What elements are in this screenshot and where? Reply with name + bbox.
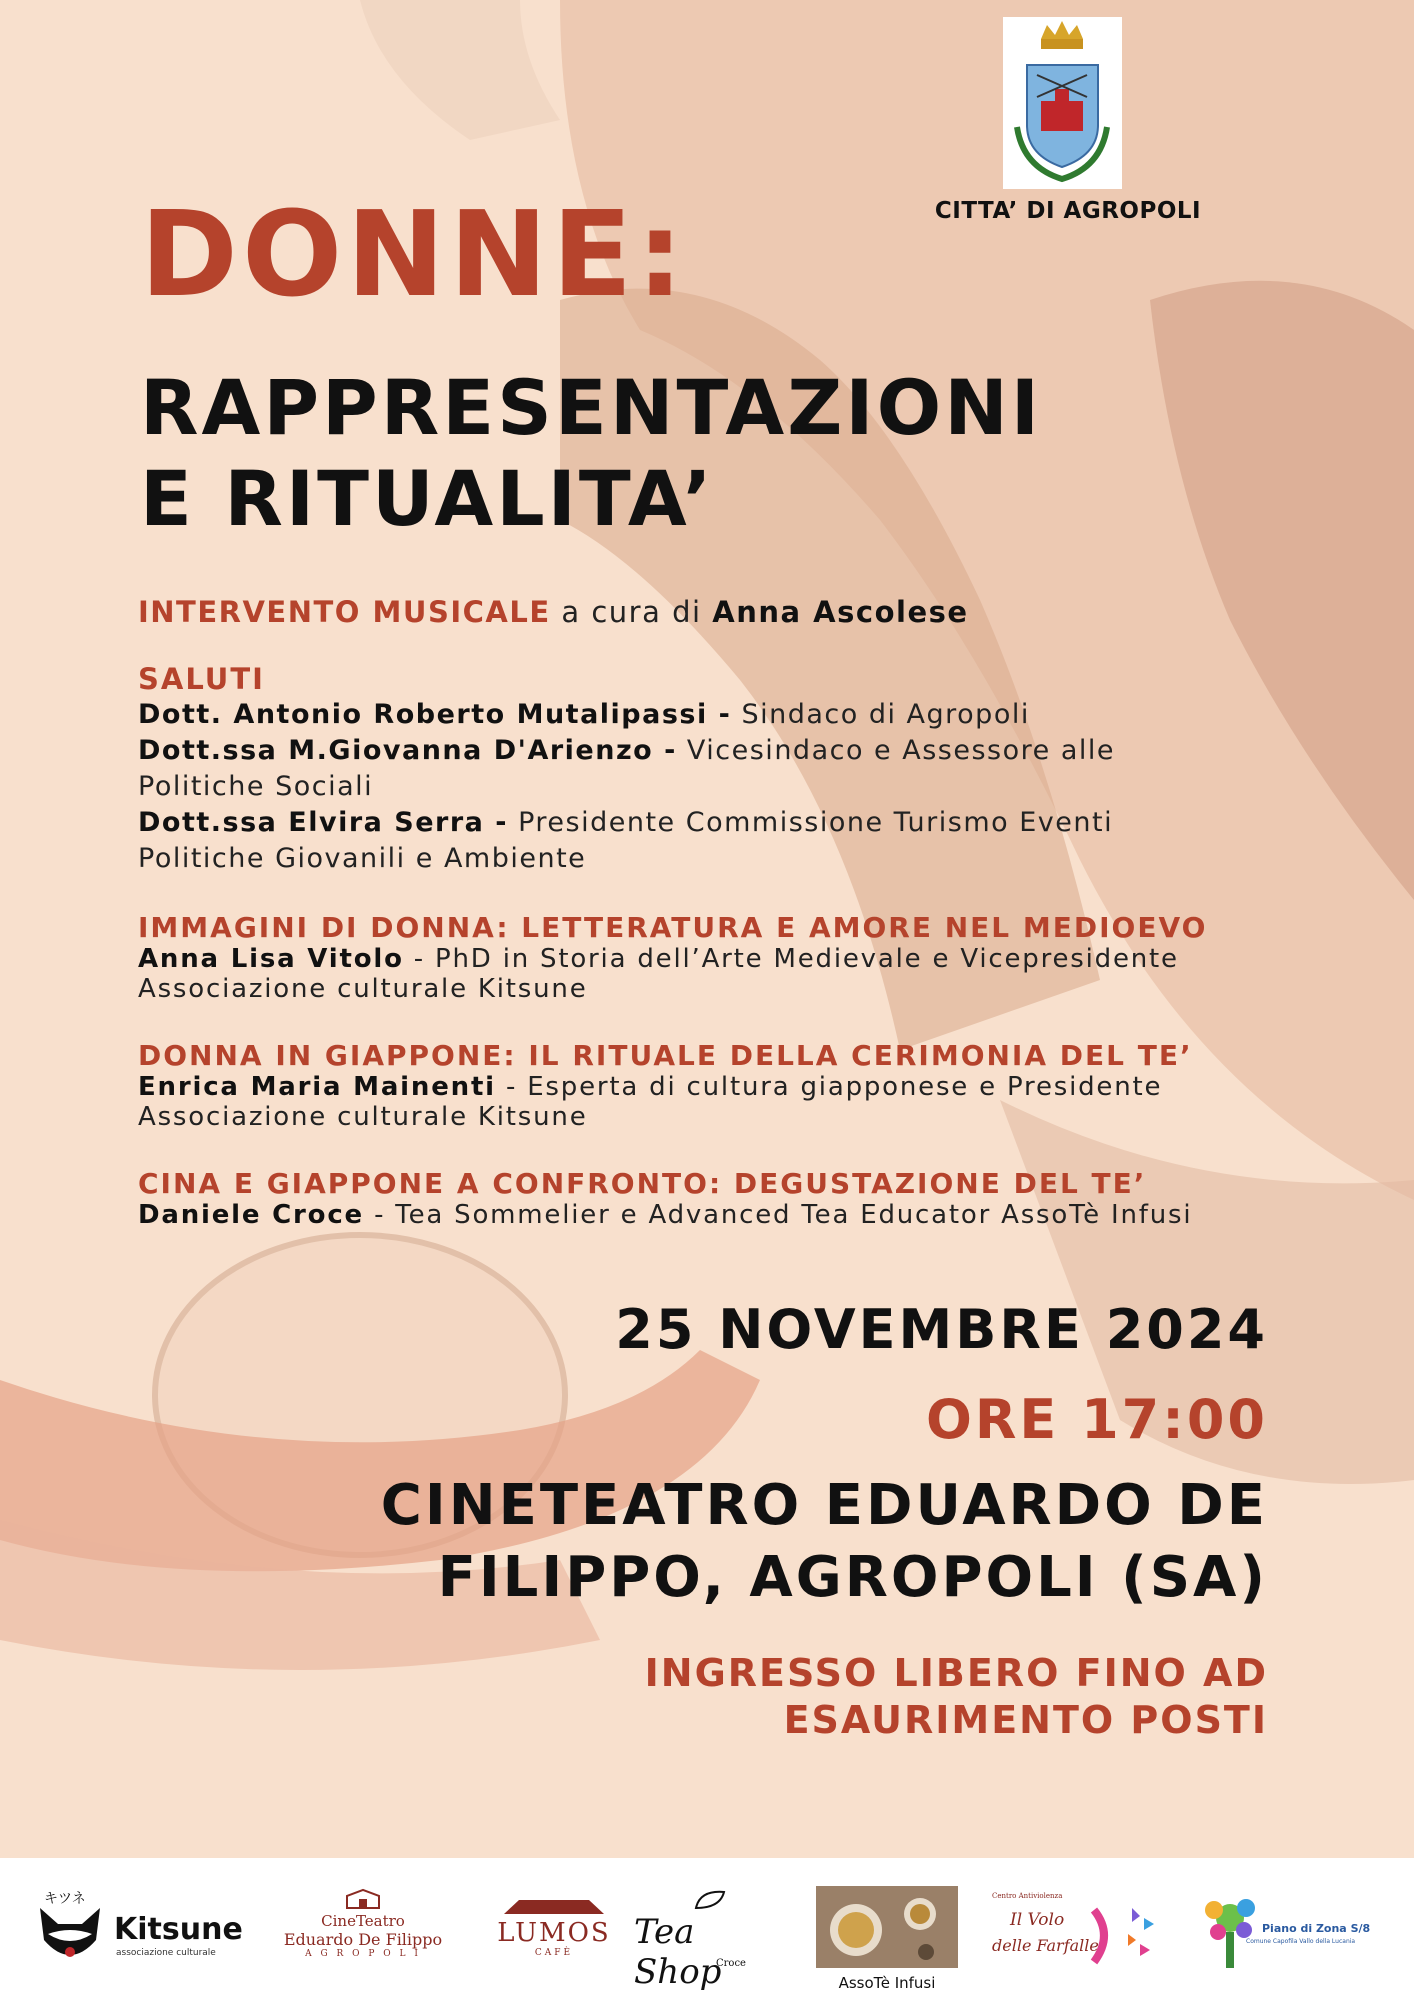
cineteatro-logo	[268, 1888, 458, 1978]
event-date: 25 NOVEMBRE 2024	[615, 1298, 1268, 1361]
talk-speaker: Anna Lisa Vitolo	[138, 944, 404, 974]
talk-role: - Tea Sommelier e Advanced Tea Educator AssoTè Infusi	[364, 1200, 1193, 1230]
assote-logo	[816, 1886, 958, 1994]
talk-speaker: Enrica Maria Mainenti	[138, 1072, 496, 1102]
page-title: DONNE:	[140, 185, 688, 323]
venue-line-2: FILIPPO, AGROPOLI (SA)	[437, 1545, 1268, 1610]
teashop-name: Tea Shop	[634, 1912, 722, 1992]
kitsune-logo	[36, 1890, 251, 1970]
talk-item	[138, 1040, 1278, 1132]
farfalle-line-1: Centro Antiviolenza	[992, 1892, 1063, 1900]
crest-icon	[1003, 17, 1122, 189]
lumos-awning-icon	[499, 1898, 609, 1916]
page-subtitle	[140, 362, 1042, 544]
greeting-name: Dott.ssa Elvira Serra -	[138, 807, 508, 838]
fox-icon	[36, 1904, 104, 1966]
lumos-name: LUMOS	[497, 1918, 611, 1948]
venue-line-1: CINETEATRO EDUARDO DE	[380, 1473, 1268, 1538]
farfalle-line-2: Il Volo	[1010, 1910, 1065, 1930]
greetings-heading: SALUTI	[138, 662, 265, 696]
talk-role: - Esperta di cultura giapponese e Presidente Associazione culturale Kitsune	[138, 1072, 1163, 1132]
farfalle-logo	[990, 1892, 1160, 1978]
greeting-item	[138, 697, 1138, 733]
piano-line-2: Comune Capofila Vallo della Lucania	[1246, 1938, 1356, 1945]
assote-label: AssoTè Infusi	[838, 1974, 936, 1992]
entry-info	[645, 1650, 1268, 1744]
subtitle-line-1: RAPPRESENTAZIONI	[140, 363, 1043, 452]
talk-speaker: Daniele Croce	[138, 1200, 364, 1230]
leaf-icon	[692, 1888, 728, 1910]
tea-cups-image	[816, 1886, 958, 1968]
music-label: INTERVENTO MUSICALE	[138, 595, 551, 629]
lumos-subtitle: CAFÈ	[534, 1948, 574, 1958]
butterfly-icon	[1074, 1900, 1158, 1970]
sponsor-footer	[0, 1858, 1414, 2000]
kitsune-name: Kitsune	[114, 1912, 243, 1947]
greeting-name: Dott. Antonio Roberto Mutalipassi -	[138, 699, 732, 730]
piano-di-zona-logo	[1198, 1888, 1388, 1978]
talk-description	[138, 1072, 1278, 1132]
subtitle-line-2: E RITUALITA’	[140, 454, 715, 544]
talk-heading: IMMAGINI DI DONNA: LETTERATURA E AMORE NEL MEDIOEVO	[138, 911, 1208, 944]
talk-description	[138, 1200, 1238, 1230]
kitsune-kana: キツネ	[44, 1891, 86, 1907]
greeting-role: Vicesindaco e Assessore alle Politiche Sociali	[138, 735, 1115, 802]
music-intervention	[138, 594, 969, 630]
entry-line-1: INGRESSO LIBERO FINO AD	[644, 1651, 1268, 1695]
city-crest	[1003, 17, 1122, 189]
talk-role: - PhD in Storia dell’Arte Medievale e Vicepresidente Associazione culturale Kitsune	[138, 944, 1179, 1004]
talk-item	[138, 912, 1278, 1004]
event-time: ORE 17:00	[925, 1388, 1268, 1451]
teashop-subtitle: Croce	[716, 1958, 746, 1969]
lumos-logo	[494, 1898, 614, 1968]
cineteatro-line-3: A G R O P O L I	[305, 1949, 421, 1959]
theater-icon	[343, 1888, 383, 1910]
talk-description	[138, 944, 1278, 1004]
teashop-logo	[630, 1888, 790, 1992]
cineteatro-line-2: Eduardo De Filippo	[283, 1930, 443, 1949]
talk-item	[138, 1168, 1238, 1230]
greetings-section	[138, 663, 1138, 877]
music-performer: Anna Ascolese	[712, 595, 969, 629]
talk-heading: CINA E GIAPPONE A CONFRONTO: DEGUSTAZIONE DEL TE’	[138, 1167, 1147, 1200]
greeting-name: Dott.ssa M.Giovanna D'Arienzo -	[138, 735, 677, 766]
farfalle-line-3: delle Farfalle	[992, 1936, 1099, 1955]
tree-icon	[1198, 1888, 1262, 1970]
cineteatro-line-1: CineTeatro	[321, 1912, 405, 1930]
greeting-item	[138, 733, 1138, 805]
entry-line-2: ESAURIMENTO POSTI	[783, 1698, 1268, 1742]
city-label: CITTA’ DI AGROPOLI	[934, 198, 1202, 224]
music-connector: a cura di	[550, 595, 713, 629]
greeting-role: Sindaco di Agropoli	[731, 699, 1030, 730]
greeting-role: Presidente Commissione Turismo Eventi Politiche Giovanili e Ambiente	[138, 807, 1114, 874]
event-venue	[381, 1470, 1268, 1614]
greeting-item	[138, 805, 1138, 877]
talk-heading: DONNA IN GIAPPONE: IL RITUALE DELLA CERIMONIA DEL TE’	[138, 1039, 1193, 1072]
kitsune-subtitle: associazione culturale	[116, 1948, 216, 1958]
piano-line-1: Piano di Zona S/8	[1262, 1922, 1371, 1935]
